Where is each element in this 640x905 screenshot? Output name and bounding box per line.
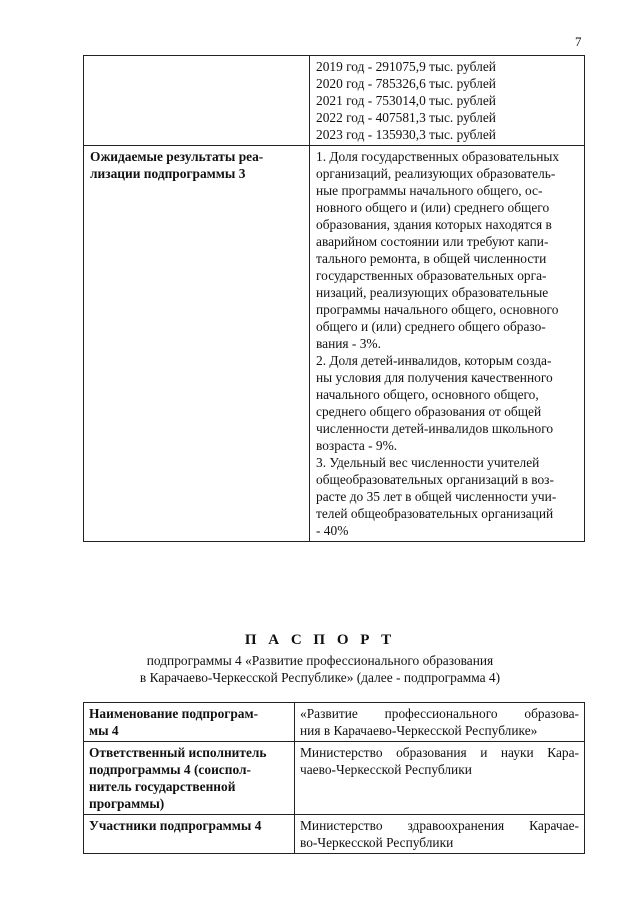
results-line: вания - 3%. [316, 336, 381, 351]
results-line: расте до 35 лет в общей численности учи- [316, 489, 557, 504]
subprogram-4-passport-table [83, 702, 585, 854]
participants-value-cell [295, 815, 585, 854]
executor-label-line: Ответственный исполнитель [89, 745, 267, 760]
participants-value-line: во-Черкесской Республики [300, 835, 454, 850]
name-value-line: ния в Карачаево-Черкесской Республике» [300, 723, 538, 738]
results-line: низаций, реализующих образовательные [316, 285, 549, 300]
participants-row [84, 815, 585, 854]
funding-value-cell [310, 56, 585, 146]
results-line: новного общего и (или) среднего общего [316, 200, 550, 215]
results-line: - 40% [316, 523, 349, 538]
funding-line: 2022 год - 407581,3 тыс. рублей [316, 110, 496, 125]
results-line: аварийном состоянии или требуют капи- [316, 234, 549, 249]
participants-label-cell [84, 815, 295, 854]
subprogram-3-table [83, 55, 585, 542]
results-line: 2. Доля детей-инвалидов, которым созда- [316, 353, 552, 368]
executor-value-line: чаево-Черкесской Республики [300, 762, 472, 777]
results-line: общеобразовательных организаций в воз- [316, 472, 554, 487]
name-value-line: «Развитие профессионального образова- [300, 706, 579, 721]
results-line: телей общеобразовательных организаций [316, 506, 554, 521]
results-line: общего и (или) среднего общего образо- [316, 319, 546, 334]
results-line: среднего общего образования от общей [316, 404, 542, 419]
executor-value-line: Министерство образования и науки Кара- [300, 745, 579, 760]
passport-subtitle [0, 652, 640, 686]
results-line: программы начального общего, основного [316, 302, 559, 317]
page-number: 7 [575, 34, 582, 49]
results-line: возраста - 9%. [316, 438, 398, 453]
executor-label-line: подпрограммы 4 (соиспол- [89, 762, 251, 777]
passport-title: П А С П О Р Т [244, 632, 396, 648]
funding-label-cell [84, 56, 310, 146]
results-line: начального общего, основного общего, [316, 387, 539, 402]
results-line: ные программы начального общего, ос- [316, 183, 543, 198]
results-line: организаций, реализующих образователь- [316, 166, 556, 181]
results-line: государственных образовательных орга- [316, 268, 547, 283]
results-label-cell [84, 146, 310, 542]
results-line: тального ремонта, в общей численности [316, 251, 547, 266]
funding-line: 2021 год - 753014,0 тыс. рублей [316, 93, 496, 108]
executor-label-line: программы) [89, 796, 165, 811]
executor-value-cell [295, 742, 585, 815]
results-row [84, 146, 585, 542]
passport-subtitle-line: в Карачаево-Черкесской Республике» (далее - подпрограмма 4) [139, 670, 501, 685]
results-label-line: Ожидаемые результаты реа- [90, 149, 264, 164]
funding-line: 2019 год - 291075,9 тыс. рублей [316, 59, 496, 74]
results-line: 1. Доля государственных образовательных [316, 149, 560, 164]
results-line: 3. Удельный вес численности учителей [316, 455, 540, 470]
results-line: численности детей-инвалидов школьного [316, 421, 554, 436]
name-label-line: мы 4 [89, 723, 119, 738]
results-line: образования, здания которых находятся в [316, 217, 552, 232]
name-label-cell [84, 703, 295, 742]
executor-row [84, 742, 585, 815]
funding-line: 2023 год - 135930,3 тыс. рублей [316, 127, 496, 142]
executor-label-line: нитель государственной [89, 779, 236, 794]
executor-label-cell [84, 742, 295, 815]
name-row [84, 703, 585, 742]
participants-label-line: Участники подпрограммы 4 [89, 818, 262, 833]
name-value-cell [295, 703, 585, 742]
results-line: ны условия для получения качественного [316, 370, 553, 385]
participants-value-line: Министерство здравоохранения Карачае- [300, 818, 579, 833]
results-label-line: лизации подпрограммы 3 [90, 166, 246, 181]
funding-line: 2020 год - 785326,6 тыс. рублей [316, 76, 496, 91]
funding-row [84, 56, 585, 146]
results-value-cell [310, 146, 585, 542]
name-label-line: Наименование подпрограм- [89, 706, 259, 721]
passport-subtitle-line: подпрограммы 4 «Развитие профессионального образования [146, 653, 494, 668]
